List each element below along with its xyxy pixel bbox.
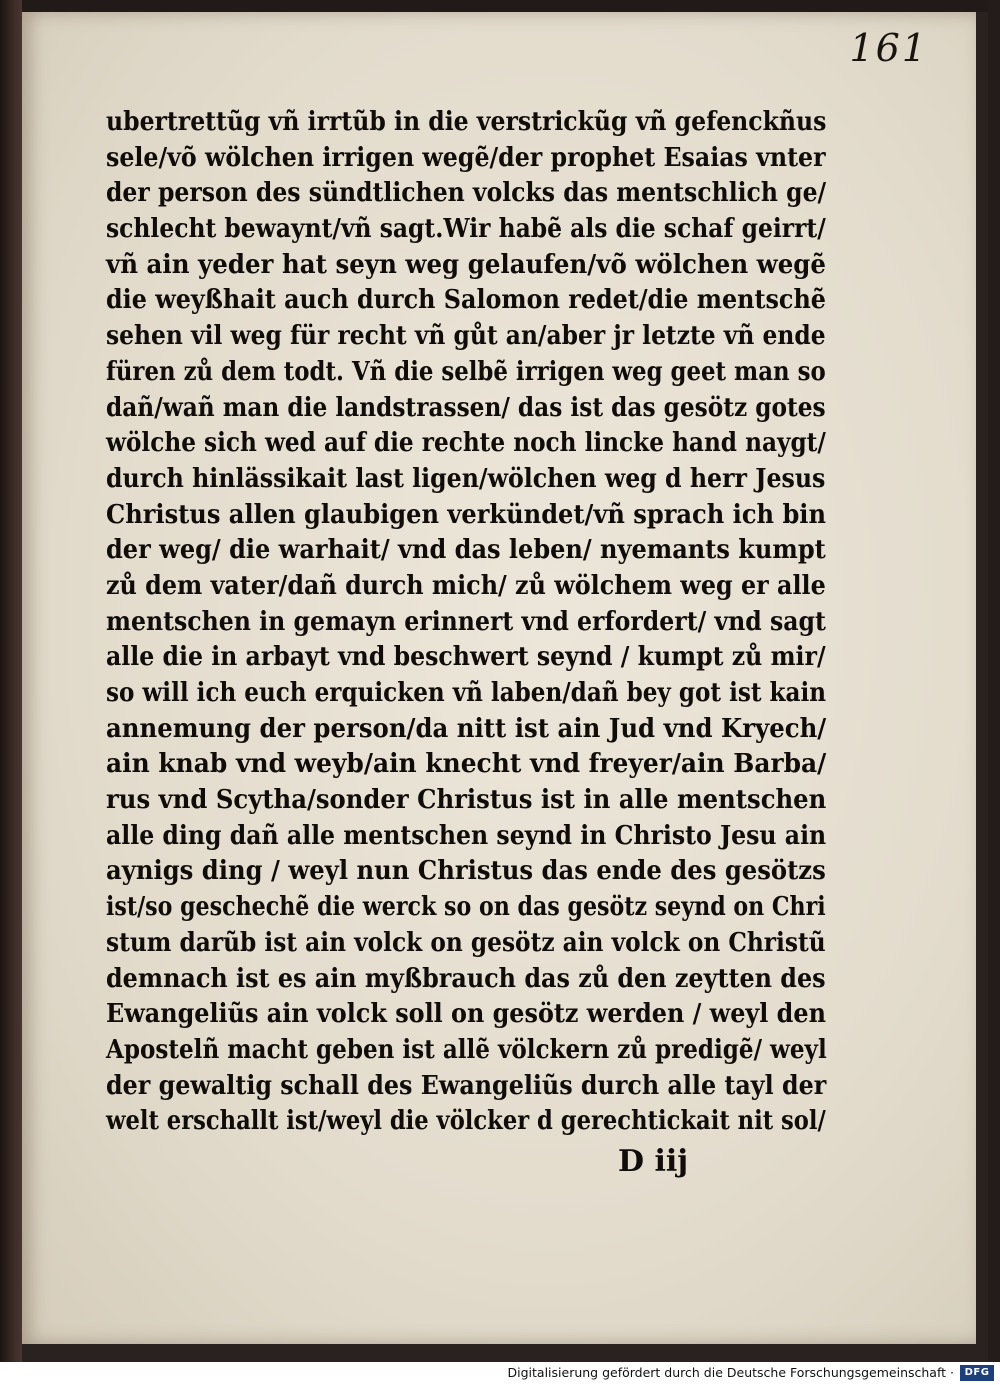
text-line: welt erschallt ist/weyl die völcker d gerechtickait nit sol/ bbox=[106, 1105, 826, 1137]
text-line: der weg/ die warhait/ vnd das leben/ nyemants kumpt bbox=[106, 534, 826, 566]
text-line: die weyßhait auch durch Salomon redet/die mentschẽ bbox=[106, 284, 826, 316]
text-line: Christus allen glaubigen verkündet/vñ sprach ich bin bbox=[106, 498, 827, 530]
text-line: sehen vil weg für recht vñ gůt an/aber jr letzte vñ ende bbox=[106, 320, 826, 352]
text-line: dañ/wañ man die landstrassen/ das ist das gesötz gotes bbox=[106, 391, 826, 423]
dfg-logo-icon[interactable]: DFG bbox=[960, 1365, 994, 1381]
text-line: demnach ist es ain myßbrauch das zů den zeytten des bbox=[106, 962, 826, 994]
text-line: der gewaltig schall des Ewangeliũs durch alle tayl der bbox=[106, 1069, 827, 1101]
text-line: durch hinlässikait last ligen/wölchen weg d herr Jesus bbox=[106, 462, 826, 494]
book-board-right bbox=[988, 0, 1000, 1362]
text-line: vñ ain yeder hat seyn weg gelaufen/võ wölchen wegẽ bbox=[106, 248, 827, 280]
text-line: Ewangeliũs ain volck soll on gesötz werden / weyl den bbox=[106, 998, 826, 1030]
text-line: ain knab vnd weyb/ain knecht vnd freyer/ain Barba/ bbox=[106, 748, 827, 780]
book-board-left bbox=[0, 0, 22, 1362]
book-page bbox=[22, 12, 976, 1344]
text-line: Apostelñ macht geben ist allẽ völckern zů predigẽ/ weyl bbox=[106, 1033, 827, 1065]
text-line: der person des sündtlichen volcks das mentschlich ge/ bbox=[106, 177, 827, 209]
text-line: ubertrettũg vñ irrtũb in die verstrickũg vñ gefenckñus bbox=[106, 106, 827, 137]
text-line: sele/võ wölchen irrigen wegẽ/der prophet Esaias vnter bbox=[106, 141, 826, 173]
text-line: wölche sich wed auf die rechte noch lincke hand naygt/ bbox=[106, 427, 826, 459]
text-line: schlecht bewaynt/vñ sagt.Wir habẽ als die schaf geirrt/ bbox=[106, 213, 826, 245]
text-line: stum darũb ist ain volck on gesötz ain volck on Christũ bbox=[106, 926, 826, 958]
text-line: zů dem vater/dañ durch mich/ zů wölchem weg er alle bbox=[106, 569, 826, 601]
text-line: aynigs ding / weyl nun Christus das ende des gesötzs bbox=[106, 855, 826, 887]
text-line: alle ding dañ alle mentschen seynd in Christo Jesu ain bbox=[106, 819, 827, 851]
footer-credit: Digitalisierung gefördert durch die Deutsche Forschungsgemeinschaft · bbox=[507, 1365, 954, 1380]
text-line: so will ich euch erquicken vñ laben/dañ bey got ist kain bbox=[106, 677, 827, 708]
text-line: alle die in arbayt vnd beschwert seynd / kumpt zů mir/ bbox=[106, 641, 826, 673]
text-line: rus vnd Scytha/sonder Christus ist in alle mentschen bbox=[106, 784, 827, 816]
footer-bar bbox=[0, 1362, 1000, 1385]
body-text bbox=[106, 104, 826, 1139]
text-line: füren zů dem todt. Vñ die selbẽ irrigen weg geet man so bbox=[106, 355, 826, 387]
book-board-top bbox=[0, 0, 1000, 12]
text-line: ist/so geschechẽ die werck so on das gesötz seynd on Chri bbox=[106, 891, 826, 923]
signature-mark: D iij bbox=[618, 1144, 689, 1179]
text-line: mentschen in gemayn erinnert vnd erfordert/ vnd sagt bbox=[106, 605, 826, 637]
folio-number: 161 bbox=[849, 26, 928, 70]
text-line: annemung der person/da nitt ist ain Jud vnd Kryech/ bbox=[106, 712, 827, 744]
